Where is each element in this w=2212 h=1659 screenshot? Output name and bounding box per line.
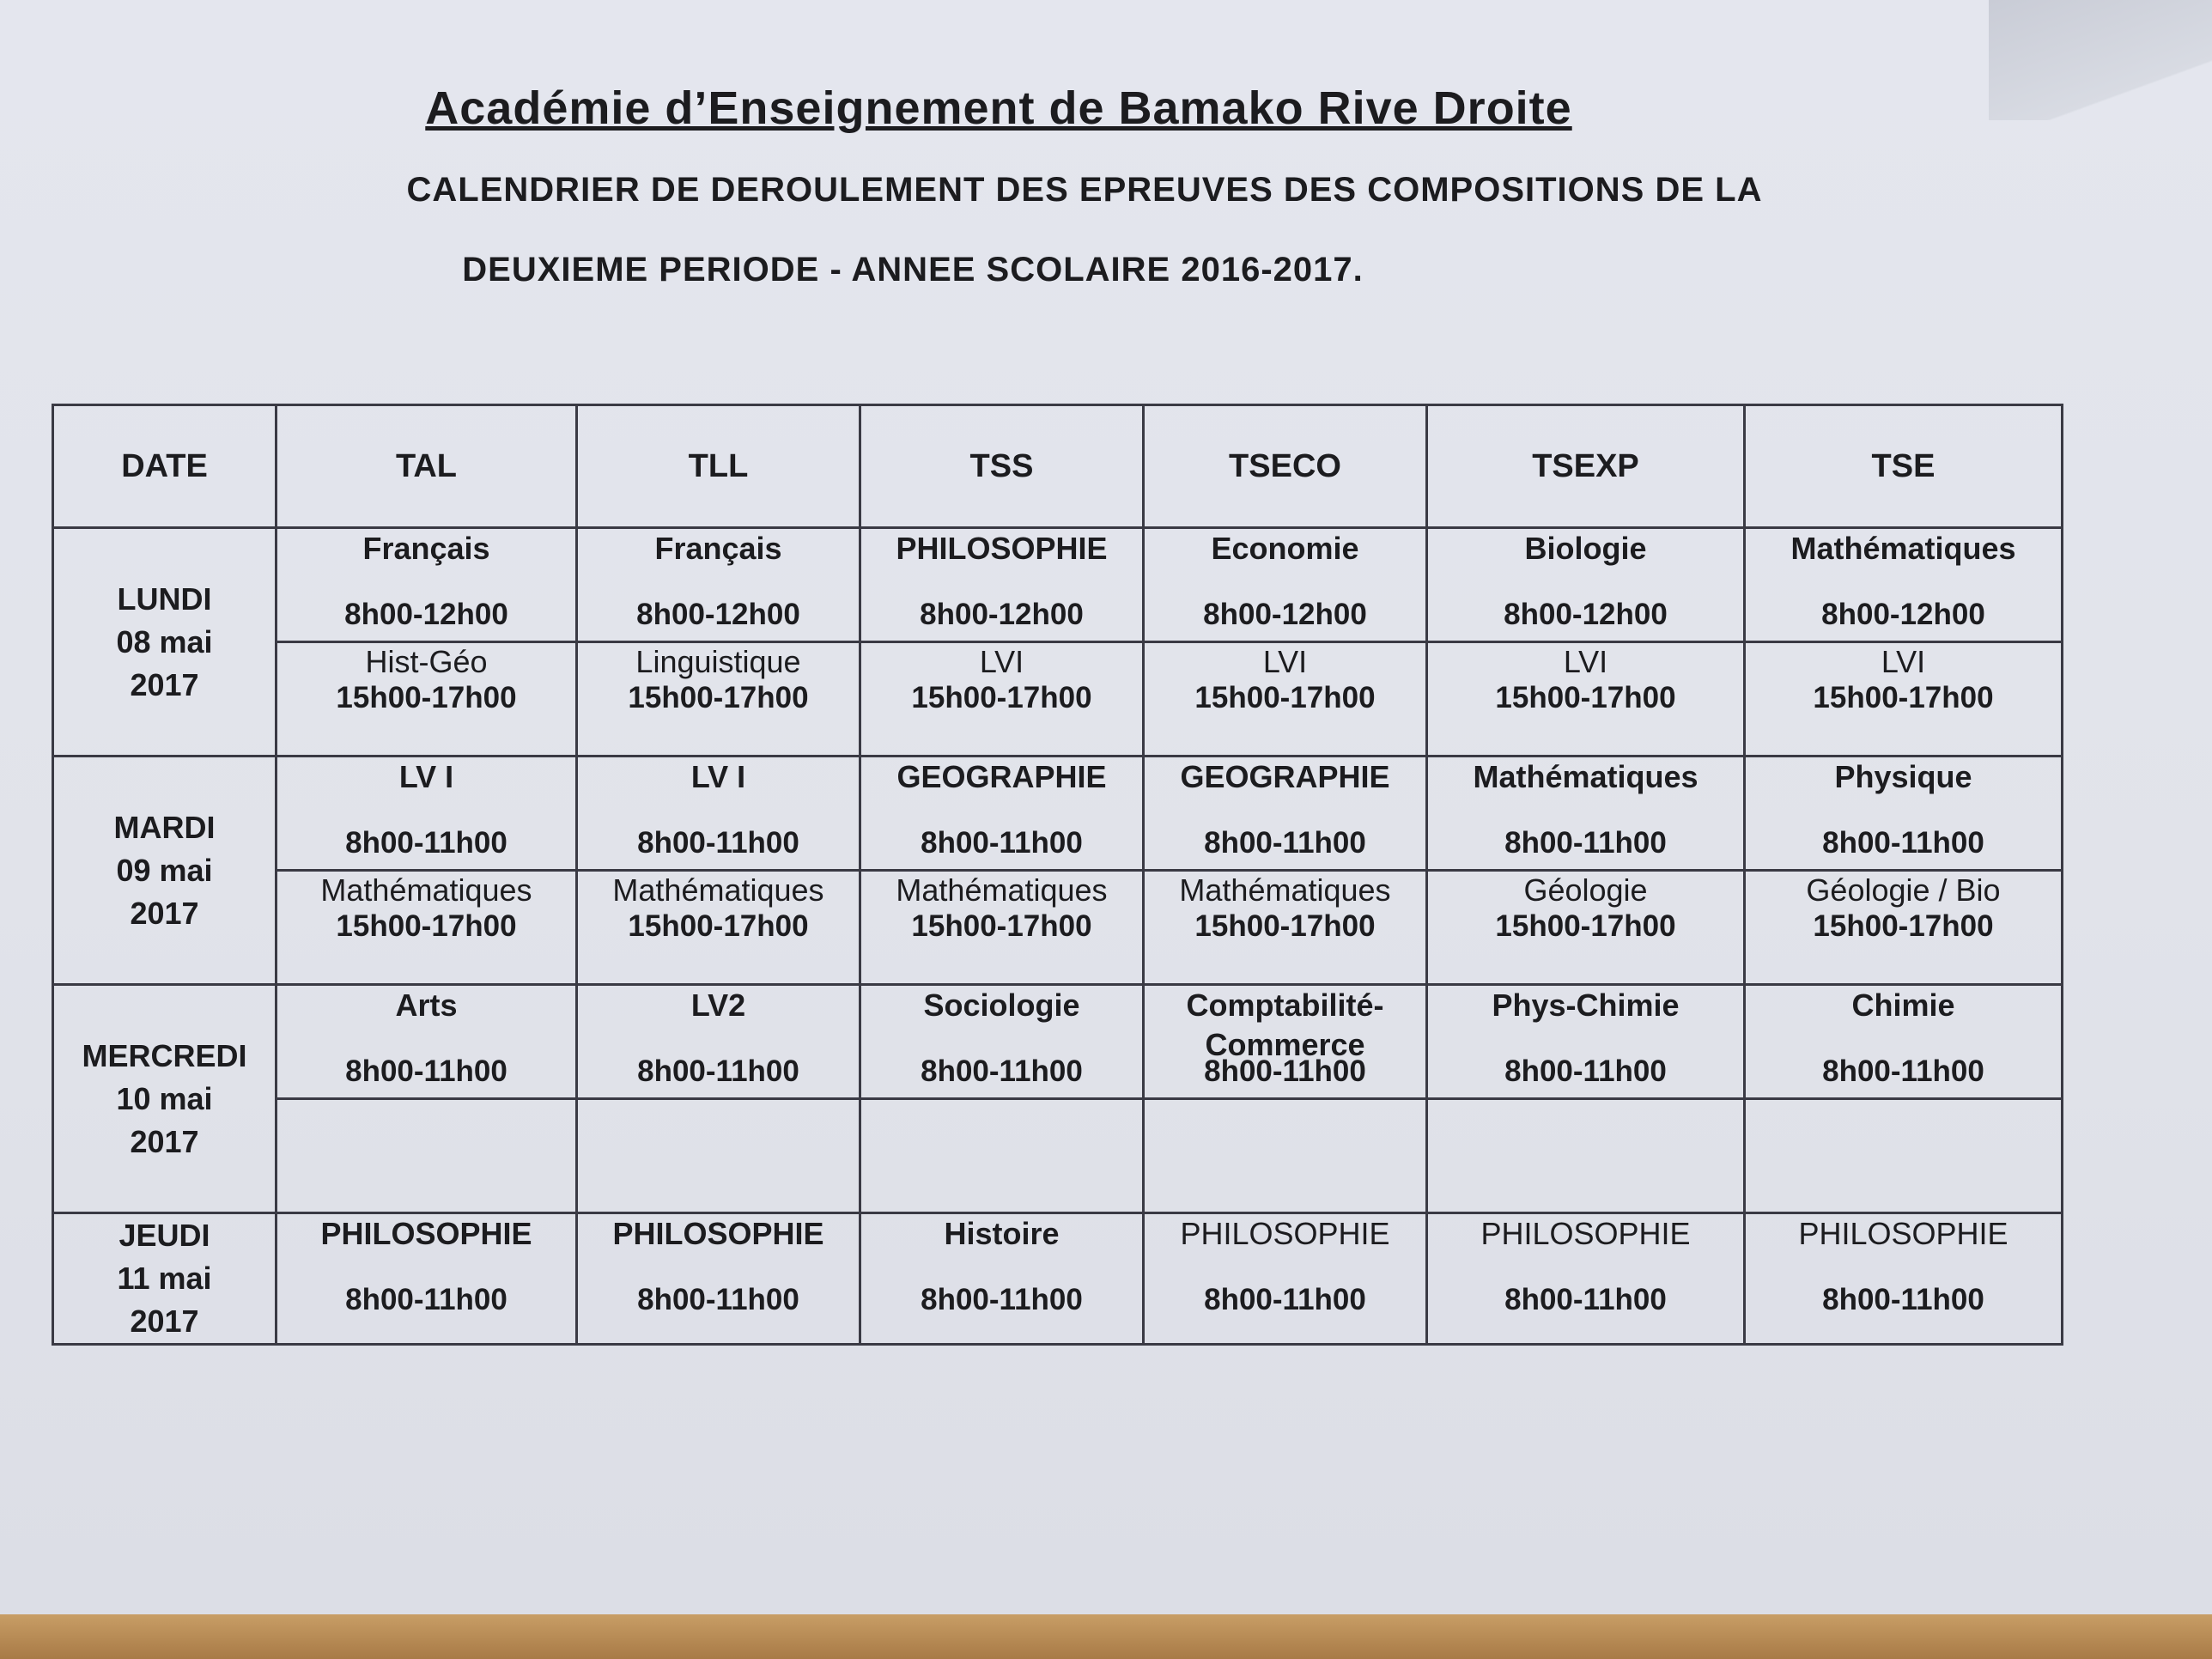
exam-time: 8h00-11h00: [345, 1283, 507, 1316]
exam-cell: [1144, 757, 1427, 871]
table-row: [53, 642, 2063, 757]
exam-subject: LV I: [398, 759, 454, 794]
date-line: 2017: [130, 895, 199, 931]
exam-subject: PHILOSOPHIE: [320, 1216, 532, 1251]
exam-time: 8h00-12h00: [1504, 598, 1668, 631]
document-subtitle-line2: DEUXIEME PERIODE - ANNEE SCOLAIRE 2016-2017.: [462, 251, 1364, 289]
exam-time: 8h00-11h00: [637, 826, 799, 860]
exam-schedule-table: [52, 404, 2063, 1346]
exam-time: 8h00-11h00: [921, 1283, 1083, 1316]
exam-cell: [860, 757, 1144, 871]
exam-time: 15h00-17h00: [911, 909, 1092, 943]
exam-time: 15h00-17h00: [628, 909, 809, 943]
exam-time: 15h00-17h00: [1194, 681, 1376, 714]
date-line: 2017: [130, 1304, 199, 1339]
exam-time: 8h00-12h00: [1203, 598, 1367, 631]
column-header: TSEXP: [1427, 405, 1745, 528]
exam-cell: [1144, 1099, 1427, 1213]
exam-subject: LV2: [690, 988, 746, 1023]
exam-cell: [577, 1213, 860, 1345]
exam-time: 15h00-17h00: [1194, 909, 1376, 943]
exam-time: 8h00-11h00: [921, 826, 1083, 860]
exam-subject: Mathématiques: [1473, 759, 1698, 794]
table-row: [53, 985, 2063, 1099]
exam-subject: Mathématiques: [1790, 531, 2016, 566]
table-row: [53, 757, 2063, 871]
date-line: MERCREDI: [82, 1037, 247, 1073]
date-line: 2017: [130, 666, 199, 702]
exam-time: 8h00-11h00: [1204, 826, 1366, 860]
exam-time: 15h00-17h00: [1813, 681, 1994, 714]
exam-cell: [276, 1099, 577, 1213]
exam-cell: [276, 528, 577, 642]
date-line: JEUDI: [118, 1218, 210, 1253]
exam-cell: [860, 871, 1144, 985]
column-header: TSECO: [1144, 405, 1427, 528]
exam-cell: [276, 871, 577, 985]
date-line: LUNDI: [117, 580, 212, 617]
exam-time: 8h00-11h00: [1822, 1054, 1984, 1088]
exam-subject: Biologie: [1524, 531, 1647, 566]
exam-time: 8h00-11h00: [345, 1054, 507, 1088]
exam-cell: [860, 642, 1144, 757]
exam-cell: [1427, 985, 1745, 1099]
date-cell: [53, 985, 276, 1213]
table-header-row: [53, 405, 2063, 528]
exam-subject: Français: [654, 531, 782, 566]
exam-subject: Mathématiques: [320, 872, 532, 908]
exam-subject: Géologie: [1523, 872, 1648, 908]
table-body: [53, 528, 2063, 1345]
exam-cell: [1144, 528, 1427, 642]
wooden-table-surface: [0, 1614, 2212, 1659]
exam-subject: PHILOSOPHIE: [1798, 1216, 2008, 1251]
exam-cell: [860, 985, 1144, 1099]
table-row: [53, 1099, 2063, 1213]
exam-time: 8h00-11h00: [637, 1283, 799, 1316]
exam-cell: [860, 528, 1144, 642]
date-line: MARDI: [113, 809, 216, 845]
exam-subject: Mathématiques: [1179, 872, 1391, 908]
document-subtitle-line1: CALENDRIER DE DEROULEMENT DES EPREUVES DES COMPOSITIONS DE LA: [406, 171, 1763, 209]
exam-subject: LV I: [690, 759, 746, 794]
exam-subject: Français: [362, 531, 490, 566]
exam-cell: [1427, 757, 1745, 871]
exam-subject: GEOGRAPHIE: [1180, 759, 1390, 794]
exam-cell: [577, 985, 860, 1099]
exam-time: 15h00-17h00: [1813, 909, 1994, 943]
exam-cell: [1745, 757, 2063, 871]
exam-subject: Linguistique: [635, 644, 801, 679]
exam-cell: [577, 871, 860, 985]
exam-cell: [1745, 871, 2063, 985]
exam-subject: Arts: [395, 988, 458, 1023]
exam-cell: [1427, 871, 1745, 985]
column-header: DATE: [53, 405, 276, 528]
date-line: 11 mai: [117, 1261, 212, 1296]
exam-subject: Sociologie: [923, 988, 1080, 1023]
exam-cell: [577, 642, 860, 757]
table-row: [53, 1213, 2063, 1345]
exam-time: 15h00-17h00: [336, 681, 517, 714]
exam-subject: LVI: [1881, 644, 1926, 679]
document-header: [0, 82, 2212, 289]
exam-cell: [1144, 1213, 1427, 1345]
exam-cell: [1427, 528, 1745, 642]
exam-subject: PHILOSOPHIE: [896, 531, 1108, 566]
exam-cell: [1427, 1099, 1745, 1213]
exam-time: 15h00-17h00: [336, 909, 517, 943]
exam-subject: Chimie: [1851, 988, 1955, 1023]
exam-cell: [577, 528, 860, 642]
exam-time: 8h00-11h00: [1822, 826, 1984, 860]
exam-time: 8h00-12h00: [636, 598, 800, 631]
exam-subject: Physique: [1834, 759, 1972, 794]
date-line: 08 mai: [116, 623, 213, 659]
column-header: TSE: [1745, 405, 2063, 528]
exam-cell: [1144, 985, 1427, 1099]
exam-subject: Mathématiques: [896, 872, 1108, 908]
column-header: TSS: [860, 405, 1144, 528]
date-line: 2017: [130, 1123, 199, 1159]
exam-subject: LVI: [1563, 644, 1608, 679]
exam-time: 8h00-11h00: [1204, 1054, 1366, 1088]
date-cell: [53, 1213, 276, 1345]
document-title: Académie d’Enseignement de Bamako Rive Droite: [425, 82, 1572, 134]
exam-cell: [577, 757, 860, 871]
exam-subject: Comptabilité-Commerce: [1186, 988, 1384, 1062]
exam-time: 8h00-11h00: [637, 1054, 799, 1088]
column-header: TLL: [577, 405, 860, 528]
exam-time: 8h00-12h00: [1821, 598, 1985, 631]
exam-subject: Phys-Chimie: [1492, 988, 1680, 1023]
exam-subject: LVI: [1262, 644, 1308, 679]
date-line: 09 mai: [116, 852, 213, 888]
exam-subject: Géologie / Bio: [1806, 872, 2001, 908]
column-header: TAL: [276, 405, 577, 528]
exam-cell: [1144, 871, 1427, 985]
exam-cell: [1144, 642, 1427, 757]
exam-time: 15h00-17h00: [1495, 681, 1676, 714]
date-cell: [53, 528, 276, 757]
exam-time: 8h00-12h00: [920, 598, 1084, 631]
exam-subject: Hist-Géo: [365, 644, 488, 679]
exam-time: 15h00-17h00: [1495, 909, 1676, 943]
exam-cell: [1745, 642, 2063, 757]
exam-time: 8h00-11h00: [1504, 1283, 1667, 1316]
exam-time: 15h00-17h00: [628, 681, 809, 714]
exam-time: 8h00-11h00: [1822, 1283, 1984, 1316]
exam-time: 8h00-11h00: [1504, 826, 1667, 860]
exam-cell: [577, 1099, 860, 1213]
exam-time: 8h00-11h00: [921, 1054, 1083, 1088]
exam-cell: [860, 1213, 1144, 1345]
exam-subject: PHILOSOPHIE: [612, 1216, 824, 1251]
exam-subject: Economie: [1211, 531, 1359, 566]
exam-subject: GEOGRAPHIE: [896, 759, 1107, 794]
date-cell: [53, 757, 276, 985]
exam-cell: [276, 985, 577, 1099]
exam-cell: [1745, 528, 2063, 642]
exam-subject: LVI: [979, 644, 1024, 679]
exam-cell: [1745, 1099, 2063, 1213]
exam-cell: [1427, 642, 1745, 757]
table-row: [53, 528, 2063, 642]
exam-time: 15h00-17h00: [911, 681, 1092, 714]
exam-time: 8h00-11h00: [1504, 1054, 1667, 1088]
exam-cell: [1745, 985, 2063, 1099]
exam-time: 8h00-11h00: [345, 826, 507, 860]
exam-time: 8h00-11h00: [1204, 1283, 1366, 1316]
exam-time: 8h00-12h00: [344, 598, 508, 631]
exam-cell: [860, 1099, 1144, 1213]
exam-subject: Histoire: [944, 1216, 1060, 1251]
exam-cell: [1745, 1213, 2063, 1345]
exam-cell: [276, 1213, 577, 1345]
exam-subject: Mathématiques: [612, 872, 824, 908]
date-line: 10 mai: [116, 1080, 213, 1116]
table-row: [53, 871, 2063, 985]
exam-cell: [276, 642, 577, 757]
exam-subject: PHILOSOPHIE: [1480, 1216, 1691, 1251]
exam-cell: [276, 757, 577, 871]
exam-cell: [1427, 1213, 1745, 1345]
exam-subject: PHILOSOPHIE: [1180, 1216, 1390, 1251]
